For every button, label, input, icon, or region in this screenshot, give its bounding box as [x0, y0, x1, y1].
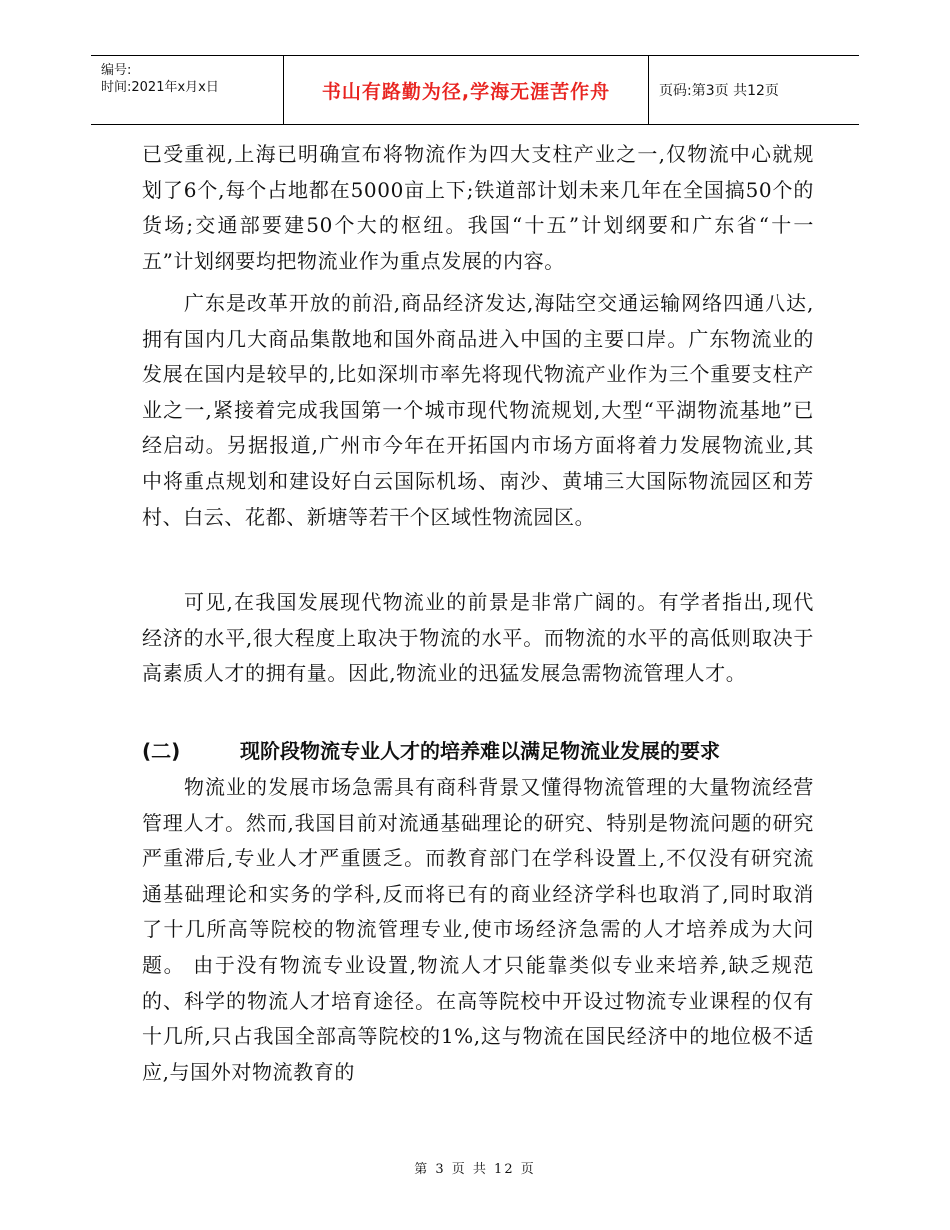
document-number-label: 编号:	[101, 63, 132, 78]
section-number: (二)	[142, 739, 181, 763]
section-heading	[142, 733, 720, 769]
header-motto: 书山有路勤为径,学海无涯苦作舟	[284, 56, 649, 124]
paragraph-4: 物流业的发展市场急需具有商科背景又懂得物流管理的大量物流经营管理人才。然而,我国目前对流通基础理论的研究、特别是物流问题的研究严重滞后,专业人才严重匮乏。而教育部门在学科设置上,不仅没有研究流通基础理论和实务的学科,反而将已有的商业经济学科也取消了,同时取消了十几所高等院校的物流管理专业,使市场经济急需的人才培养成为大问题。 由于没有物流专业设置,物流人才只能靠类似专业来培养,缺乏规范的、科学的物流人才培育途径。在高等院校中开设过物流专业课程的仅有十几所,只占我国全部高等院校的1%,这与物流在国民经济中的地位极不适应,与国外对物流教育的	[142, 775, 814, 1084]
paragraph-3: 可见,在我国发展现代物流业的前景是非常广阔的。有学者指出,现代经济的水平,很大程度上取决于物流的水平。而物流的水平的高低则取决于高素质人才的拥有量。因此,物流业的迅猛发展急需物流管理人才。	[142, 590, 814, 686]
page-footer: 第 3 页 共 12 页	[414, 1162, 536, 1177]
page-header	[91, 55, 859, 125]
header-meta	[91, 56, 284, 124]
section-title: 现阶段物流专业人才的培养难以满足物流业发展的要求	[240, 739, 720, 763]
paragraph-1: 已受重视,上海已明确宣布将物流作为四大支柱产业之一,仅物流中心就规划了6个,每个占地都在5000亩上下;铁道部计划未来几年在全国搞50个的货场;交通部要建50个大的枢纽。我国“十五”计划纲要和广东省“十一五”计划纲要均把物流业作为重点发展的内容。	[142, 142, 814, 273]
paragraph-2: 广东是改革开放的前沿,商品经济发达,海陆空交通运输网络四通八达,拥有国内几大商品集散地和国外商品进入中国的主要口岸。广东物流业的发展在国内是较早的,比如深圳市率先将现代物流产业作为三个重要支柱产业之一,紧接着完成我国第一个城市现代物流规划,大型“平湖物流基地”已经启动。另据报道,广州市今年在开拓国内市场方面将着力发展物流业,其中将重点规划和建设好白云国际机场、南沙、黄埔三大国际物流园区和芳村、白云、花都、新塘等若干个区域性物流园区。	[142, 291, 814, 529]
header-page-info: 页码:第3页 共12页	[659, 83, 779, 99]
document-time-label: 时间:2021年x月x日	[101, 80, 219, 95]
